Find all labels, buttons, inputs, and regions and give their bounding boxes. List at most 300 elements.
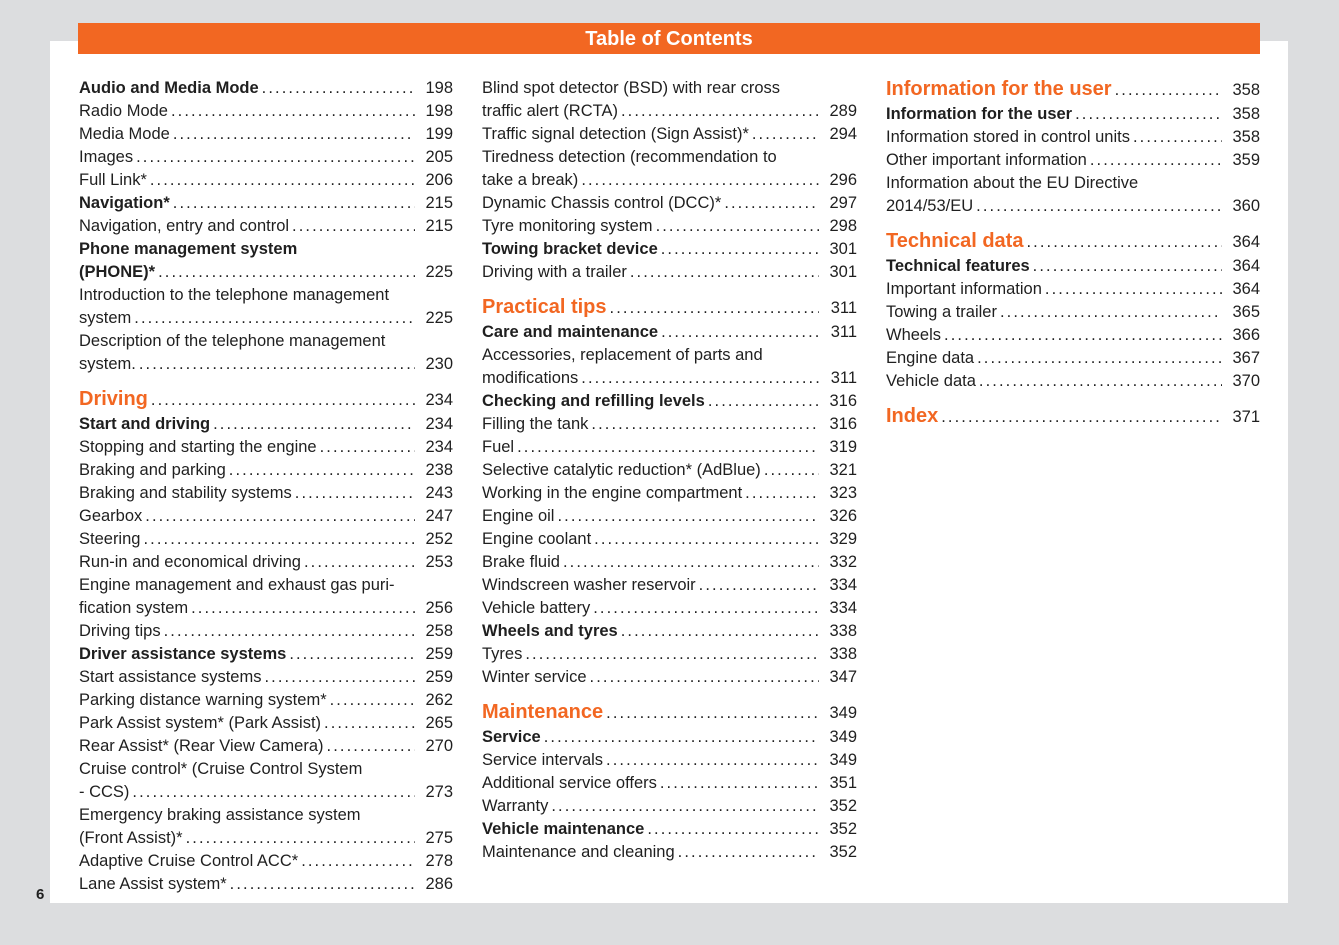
toc-entry-title: Wheels and tyres <box>482 622 618 640</box>
dot-leader <box>171 100 415 123</box>
toc-entry-page: 265 <box>425 714 453 732</box>
toc-item-entry[interactable] <box>886 324 1260 347</box>
toc-entry-page: 349 <box>829 704 857 722</box>
toc-item-entry[interactable] <box>482 551 857 574</box>
toc-entry-page: 352 <box>829 843 857 861</box>
toc-item-entry[interactable] <box>482 643 857 666</box>
toc-entry-page: 234 <box>425 438 453 456</box>
toc-entry-page: 298 <box>829 217 857 235</box>
dot-leader <box>977 347 1222 370</box>
toc-entry-title: Fuel <box>482 438 515 456</box>
toc-entry-title: Audio and Media Mode <box>79 79 259 97</box>
dot-leader <box>150 169 415 192</box>
toc-item-entry[interactable] <box>482 261 857 284</box>
dot-leader <box>661 238 819 261</box>
toc-entry-title: Navigation* <box>79 194 170 212</box>
toc-item-entry[interactable] <box>482 77 857 123</box>
toc-entry-page: 316 <box>829 392 857 410</box>
toc-entry-page: 253 <box>425 553 453 571</box>
dot-leader <box>191 597 415 620</box>
dot-leader <box>699 574 819 597</box>
toc-entry-title: Towing bracket device <box>482 240 658 258</box>
dot-leader <box>551 795 819 818</box>
toc-entry-page: 198 <box>425 102 453 120</box>
toc-item-entry[interactable] <box>482 505 857 528</box>
toc-entry-title: Filling the tank <box>482 415 589 433</box>
toc-chapter-entry[interactable] <box>482 700 857 725</box>
toc-entry-page: 371 <box>1232 408 1260 426</box>
toc-entry-page: 367 <box>1232 349 1260 367</box>
toc-entry-page: 338 <box>829 645 857 663</box>
toc-item-entry[interactable] <box>79 528 453 551</box>
page-title: Table of Contents <box>585 28 753 50</box>
toc-entry-page: 275 <box>425 829 453 847</box>
toc-item-entry[interactable] <box>79 505 453 528</box>
toc-entry-title: Other important information <box>886 151 1087 169</box>
page-number: 6 <box>36 886 45 903</box>
toc-section-entry[interactable] <box>79 192 453 215</box>
toc-entry-title: Parking distance warning system* <box>79 691 327 709</box>
dot-leader <box>320 436 415 459</box>
toc-entry-page: 273 <box>425 783 453 801</box>
toc-entry-title: Care and maintenance <box>482 323 659 341</box>
toc-entry-page: 247 <box>425 507 453 525</box>
toc-entry-title: Start assistance systems <box>79 668 262 686</box>
toc-entry-title: Engine oil <box>482 507 555 525</box>
dot-leader <box>1033 255 1222 278</box>
toc-entry-page: 234 <box>425 391 453 409</box>
toc-entry-title: Vehicle battery <box>482 599 591 617</box>
toc-item-entry[interactable] <box>482 123 857 146</box>
toc-entry-page: 294 <box>829 125 857 143</box>
toc-column-2 <box>482 77 857 864</box>
dot-leader <box>647 818 819 841</box>
toc-entry-title: Engine coolant <box>482 530 592 548</box>
toc-entry-page: 332 <box>829 553 857 571</box>
toc-item-entry[interactable] <box>482 192 857 215</box>
dot-leader <box>145 505 415 528</box>
toc-item-entry[interactable] <box>482 528 857 551</box>
toc-entry-page: 311 <box>830 323 857 341</box>
toc-entry-title: - CCS) <box>79 783 130 801</box>
dot-leader <box>264 666 415 689</box>
toc-entry-title-line: Engine management and exhaust gas puri- <box>79 576 395 594</box>
toc-item-entry[interactable] <box>482 666 857 689</box>
toc-entry-page: 225 <box>425 263 453 281</box>
dot-leader <box>752 123 819 146</box>
toc-item-entry[interactable] <box>79 551 453 574</box>
toc-entry-title: Full Link* <box>79 171 147 189</box>
toc-chapter-entry[interactable] <box>886 77 1260 102</box>
toc-entry-title-line: Introduction to the telephone management <box>79 286 390 304</box>
toc-entry-title: Dynamic Chassis control (DCC)* <box>482 194 722 212</box>
toc-section-entry[interactable] <box>482 726 857 749</box>
toc-entry-title: (Front Assist)* <box>79 829 183 847</box>
toc-item-entry[interactable] <box>79 459 453 482</box>
dot-leader <box>621 100 819 123</box>
toc-entry-page: 270 <box>425 737 453 755</box>
toc-entry-page: 359 <box>1232 151 1260 169</box>
toc-entry-title: Park Assist system* (Park Assist) <box>79 714 322 732</box>
toc-entry-page: 262 <box>425 691 453 709</box>
toc-entry-title: Lane Assist system* <box>79 875 227 893</box>
toc-entry-page: 360 <box>1232 197 1260 215</box>
toc-entry-page: 334 <box>829 599 857 617</box>
toc-item-entry[interactable] <box>482 344 857 390</box>
toc-entry-page: 301 <box>829 263 857 281</box>
toc-entry-title-line: Phone management system <box>79 240 298 258</box>
toc-entry-title: Information stored in control units <box>886 128 1130 146</box>
toc-entry-page: 364 <box>1232 257 1260 275</box>
dot-leader <box>594 528 819 551</box>
dot-leader <box>979 370 1222 393</box>
toc-entry-title: (PHONE)* <box>79 263 156 281</box>
toc-item-entry[interactable] <box>79 146 453 169</box>
toc-entry-title: Technical features <box>886 257 1030 275</box>
dot-leader <box>630 261 819 284</box>
toc-entry-title: Navigation, entry and control <box>79 217 290 235</box>
toc-entry-page: 289 <box>829 102 857 120</box>
toc-entry-title: Windscreen washer reservoir <box>482 576 696 594</box>
toc-entry-page: 326 <box>829 507 857 525</box>
toc-entry-page: 297 <box>829 194 857 212</box>
toc-entry-title: Vehicle data <box>886 372 976 390</box>
toc-entry-title-line: Information about the EU Directive <box>886 174 1139 192</box>
dot-leader <box>173 192 415 215</box>
dot-leader <box>327 735 415 758</box>
page-header <box>78 23 1260 54</box>
toc-entry-title: Information for the user <box>886 78 1112 100</box>
dot-leader <box>295 482 415 505</box>
toc-item-entry[interactable] <box>886 149 1260 172</box>
dot-leader <box>151 388 415 412</box>
toc-item-entry[interactable] <box>482 597 857 620</box>
dot-leader <box>708 390 819 413</box>
toc-entry-title: Adaptive Cruise Control ACC* <box>79 852 299 870</box>
toc-entry-title: Service <box>482 728 541 746</box>
toc-entry-page: 205 <box>425 148 453 166</box>
dot-leader <box>230 873 415 896</box>
toc-entry-title-line: Blind spot detector (BSD) with rear cross <box>482 79 781 97</box>
toc-entry-title: Tyre monitoring system <box>482 217 653 235</box>
dot-leader <box>1026 230 1222 254</box>
toc-entry-page: 323 <box>829 484 857 502</box>
toc-entry-page: 329 <box>829 530 857 548</box>
toc-entry-title: Driver assistance systems <box>79 645 287 663</box>
dot-leader <box>143 528 415 551</box>
dot-leader <box>229 459 415 482</box>
toc-entry-page: 352 <box>829 797 857 815</box>
dot-leader <box>301 850 415 873</box>
dot-leader <box>132 781 415 804</box>
toc-entry-title: Driving tips <box>79 622 161 640</box>
toc-entry-title: Engine data <box>886 349 975 367</box>
toc-entry-title: Brake fluid <box>482 553 560 571</box>
toc-item-entry[interactable] <box>886 126 1260 149</box>
toc-entry-page: 206 <box>425 171 453 189</box>
dot-leader <box>606 749 819 772</box>
toc-entry-title: Images <box>79 148 134 166</box>
toc-item-entry[interactable] <box>79 735 453 758</box>
dot-leader <box>213 413 415 436</box>
toc-entry-title: Towing a trailer <box>886 303 997 321</box>
dot-leader <box>661 321 819 344</box>
dot-leader <box>656 215 819 238</box>
dot-leader <box>557 505 819 528</box>
toc-entry-page: 258 <box>425 622 453 640</box>
dot-leader <box>581 367 819 390</box>
toc-item-entry[interactable] <box>79 873 453 896</box>
toc-chapter-entry[interactable] <box>482 295 857 320</box>
toc-item-entry[interactable] <box>79 123 453 146</box>
toc-entry-page: 252 <box>425 530 453 548</box>
toc-item-entry[interactable] <box>482 749 857 772</box>
toc-entry-page: 234 <box>425 415 453 433</box>
toc-entry-title: Selective catalytic reduction* (AdBlue) <box>482 461 761 479</box>
toc-entry-page: 316 <box>829 415 857 433</box>
toc-item-entry[interactable] <box>79 758 453 804</box>
dot-leader <box>660 772 819 795</box>
toc-item-entry[interactable] <box>79 330 453 376</box>
toc-entry-title: Working in the engine compartment <box>482 484 743 502</box>
toc-section-entry[interactable] <box>79 238 453 284</box>
dot-leader <box>517 436 819 459</box>
toc-entry-page: 296 <box>829 171 857 189</box>
toc-item-entry[interactable] <box>886 172 1260 218</box>
toc-item-entry[interactable] <box>482 574 857 597</box>
dot-leader <box>139 353 415 376</box>
toc-entry-title: Information for the user <box>886 105 1073 123</box>
toc-entry-title: Practical tips <box>482 296 607 318</box>
toc-item-entry[interactable] <box>79 169 453 192</box>
toc-entry-page: 243 <box>425 484 453 502</box>
toc-entry-page: 301 <box>829 240 857 258</box>
toc-chapter-entry[interactable] <box>886 229 1260 254</box>
toc-entry-title: system <box>79 309 132 327</box>
dot-leader <box>324 712 415 735</box>
toc-entry-title: Maintenance and cleaning <box>482 843 675 861</box>
toc-section-entry[interactable] <box>886 103 1260 126</box>
toc-section-entry[interactable] <box>482 238 857 261</box>
toc-section-entry[interactable] <box>482 818 857 841</box>
toc-entry-page: 215 <box>425 194 453 212</box>
dot-leader <box>525 643 819 666</box>
toc-entry-title: Tyres <box>482 645 523 663</box>
toc-item-entry[interactable] <box>79 215 453 238</box>
dot-leader <box>678 841 819 864</box>
toc-entry-page: 311 <box>830 369 857 387</box>
dot-leader <box>304 551 415 574</box>
toc-item-entry[interactable] <box>79 850 453 873</box>
toc-item-entry[interactable] <box>79 666 453 689</box>
toc-entry-title-line: Description of the telephone management <box>79 332 386 350</box>
toc-chapter-entry[interactable] <box>79 387 453 412</box>
toc-entry-page: 349 <box>829 728 857 746</box>
toc-entry-title: Maintenance <box>482 701 604 723</box>
dot-leader <box>292 215 415 238</box>
toc-item-entry[interactable] <box>482 413 857 436</box>
toc-section-entry[interactable] <box>79 77 453 100</box>
toc-entry-title-line: Tiredness detection (recommendation to <box>482 148 777 166</box>
toc-item-entry[interactable] <box>482 215 857 238</box>
dot-leader <box>563 551 819 574</box>
toc-entry-page: 358 <box>1232 128 1260 146</box>
toc-column-1 <box>79 77 453 896</box>
toc-entry-page: 347 <box>829 668 857 686</box>
toc-entry-title: Run-in and economical driving <box>79 553 301 571</box>
dot-leader <box>289 643 415 666</box>
toc-entry-title-line: Cruise control* (Cruise Control System <box>79 760 363 778</box>
toc-entry-title-line: Accessories, replacement of parts and <box>482 346 763 364</box>
toc-entry-title: Driving with a trailer <box>482 263 627 281</box>
toc-entry-title: Winter service <box>482 668 587 686</box>
toc-section-entry[interactable] <box>79 413 453 436</box>
dot-leader <box>745 482 819 505</box>
dot-leader <box>136 146 415 169</box>
dot-leader <box>591 413 819 436</box>
toc-entry-page: 311 <box>830 299 857 317</box>
dot-leader <box>1133 126 1222 149</box>
dot-leader <box>1115 78 1222 102</box>
toc-entry-title: Technical data <box>886 230 1024 252</box>
dot-leader <box>590 666 819 689</box>
dot-leader <box>158 261 415 284</box>
toc-entry-title: Important information <box>886 280 1042 298</box>
toc-entry-title: Stopping and starting the engine <box>79 438 317 456</box>
toc-column-3 <box>886 77 1260 430</box>
toc-entry-title: fication system <box>79 599 189 617</box>
dot-leader <box>1000 301 1222 324</box>
dot-leader <box>1090 149 1222 172</box>
toc-item-entry[interactable] <box>79 620 453 643</box>
toc-entry-page: 199 <box>425 125 453 143</box>
toc-entry-title: Checking and refilling levels <box>482 392 705 410</box>
toc-entry-title: Vehicle maintenance <box>482 820 645 838</box>
toc-item-entry[interactable] <box>482 146 857 192</box>
toc-item-entry[interactable] <box>79 712 453 735</box>
toc-entry-title: Braking and parking <box>79 461 226 479</box>
toc-item-entry[interactable] <box>886 347 1260 370</box>
toc-entry-title: system. <box>79 355 136 373</box>
toc-entry-page: 215 <box>425 217 453 235</box>
toc-entry-page: 364 <box>1232 280 1260 298</box>
toc-entry-title: traffic alert (RCTA) <box>482 102 618 120</box>
toc-item-entry[interactable] <box>79 689 453 712</box>
dot-leader <box>976 195 1222 218</box>
toc-entry-title: 2014/53/EU <box>886 197 974 215</box>
toc-item-entry[interactable] <box>79 574 453 620</box>
toc-entry-page: 278 <box>425 852 453 870</box>
toc-item-entry[interactable] <box>79 436 453 459</box>
toc-entry-title-line: Emergency braking assistance system <box>79 806 361 824</box>
toc-entry-title: Traffic signal detection (Sign Assist)* <box>482 125 749 143</box>
toc-entry-title: Service intervals <box>482 751 604 769</box>
dot-leader <box>1045 278 1222 301</box>
dot-leader <box>724 192 819 215</box>
toc-entry-title: Driving <box>79 388 148 410</box>
dot-leader <box>262 77 415 100</box>
dot-leader <box>610 296 819 320</box>
toc-entry-page: 366 <box>1232 326 1260 344</box>
toc-item-entry[interactable] <box>79 804 453 850</box>
toc-entry-title: Warranty <box>482 797 549 815</box>
dot-leader <box>581 169 819 192</box>
dot-leader <box>134 307 415 330</box>
toc-entry-title: take a break) <box>482 171 579 189</box>
toc-section-entry[interactable] <box>482 321 857 344</box>
toc-entry-title: Rear Assist* (Rear View Camera) <box>79 737 324 755</box>
toc-entry-title: Additional service offers <box>482 774 657 792</box>
toc-entry-title: Start and driving <box>79 415 211 433</box>
toc-section-entry[interactable] <box>79 643 453 666</box>
toc-item-entry[interactable] <box>482 482 857 505</box>
toc-item-entry[interactable] <box>79 482 453 505</box>
toc-entry-page: 351 <box>829 774 857 792</box>
dot-leader <box>941 405 1222 429</box>
toc-section-entry[interactable] <box>482 620 857 643</box>
toc-item-entry[interactable] <box>482 459 857 482</box>
toc-entry-page: 365 <box>1232 303 1260 321</box>
dot-leader <box>186 827 415 850</box>
toc-entry-title: Steering <box>79 530 141 548</box>
toc-entry-title: Gearbox <box>79 507 143 525</box>
toc-entry-page: 238 <box>425 461 453 479</box>
toc-entry-page: 349 <box>829 751 857 769</box>
toc-item-entry[interactable] <box>886 370 1260 393</box>
toc-entry-page: 319 <box>829 438 857 456</box>
toc-chapter-entry[interactable] <box>886 404 1260 429</box>
toc-entry-title: Index <box>886 405 939 427</box>
toc-entry-page: 370 <box>1232 372 1260 390</box>
toc-item-entry[interactable] <box>79 284 453 330</box>
toc-section-entry[interactable] <box>482 390 857 413</box>
toc-entry-page: 352 <box>829 820 857 838</box>
toc-entry-page: 198 <box>425 79 453 97</box>
toc-entry-page: 286 <box>425 875 453 893</box>
toc-section-entry[interactable] <box>886 255 1260 278</box>
toc-entry-page: 334 <box>829 576 857 594</box>
toc-entry-page: 259 <box>425 668 453 686</box>
dot-leader <box>330 689 415 712</box>
dot-leader <box>173 123 415 146</box>
toc-entry-title: modifications <box>482 369 579 387</box>
dot-leader <box>544 726 819 749</box>
toc-entry-page: 259 <box>425 645 453 663</box>
toc-entry-title: Braking and stability systems <box>79 484 292 502</box>
toc-item-entry[interactable] <box>482 795 857 818</box>
toc-item-entry[interactable] <box>79 100 453 123</box>
toc-entry-page: 256 <box>425 599 453 617</box>
toc-item-entry[interactable] <box>482 772 857 795</box>
dot-leader <box>606 701 819 725</box>
toc-entry-page: 230 <box>425 355 453 373</box>
toc-entry-page: 321 <box>829 461 857 479</box>
toc-item-entry[interactable] <box>482 841 857 864</box>
toc-entry-title: Media Mode <box>79 125 170 143</box>
toc-item-entry[interactable] <box>886 278 1260 301</box>
dot-leader <box>164 620 415 643</box>
dot-leader <box>621 620 819 643</box>
toc-entry-page: 338 <box>829 622 857 640</box>
toc-entry-page: 364 <box>1232 233 1260 251</box>
toc-item-entry[interactable] <box>482 436 857 459</box>
toc-item-entry[interactable] <box>886 301 1260 324</box>
dot-leader <box>1075 103 1222 126</box>
toc-entry-page: 225 <box>425 309 453 327</box>
toc-entry-title: Radio Mode <box>79 102 168 120</box>
toc-entry-page: 358 <box>1232 105 1260 123</box>
toc-entry-title: Wheels <box>886 326 942 344</box>
